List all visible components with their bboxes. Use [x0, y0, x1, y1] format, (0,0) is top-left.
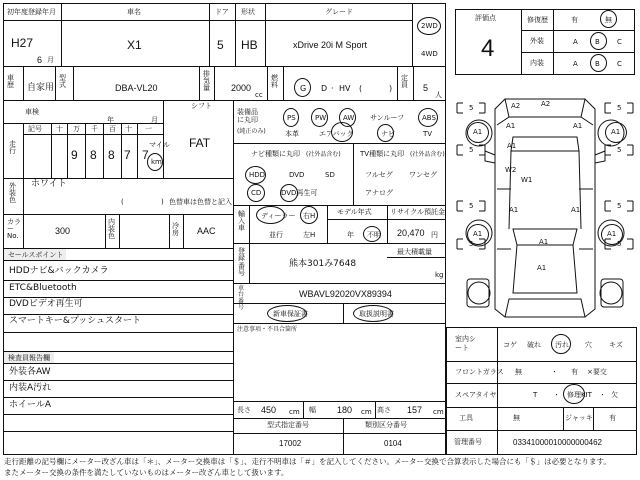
int-b: B: [595, 60, 600, 68]
width: 180: [337, 405, 353, 415]
manual: 取扱説明書: [359, 310, 394, 318]
doors: 5: [217, 38, 224, 52]
type-spec: 17002: [279, 439, 302, 448]
score-label: 評価点: [475, 14, 496, 22]
seat-tear: 破れ: [527, 341, 541, 349]
model-year-label: モデル年式: [337, 208, 372, 216]
mileage-digit: 8: [90, 148, 97, 162]
shape: HB: [241, 38, 258, 52]
windshield-dot: ・: [551, 368, 558, 376]
mileage-digit: 7: [124, 148, 131, 162]
color-label: 外装色: [9, 182, 16, 204]
damage-mark: A1: [571, 206, 581, 214]
tv-sub: (社外品含む): [410, 151, 445, 158]
windshield-label: フロントガラス: [455, 368, 504, 376]
damage-mark: A1: [509, 206, 519, 214]
equip-abs: ABS: [422, 114, 436, 122]
shift-label: シフト: [191, 102, 212, 110]
ext-a: A: [573, 38, 578, 46]
max-load-label: 最大積載量: [397, 248, 432, 256]
mgmt-value: 03341000010000000462: [513, 438, 602, 447]
sales-line: ETC&Bluetooth: [9, 283, 77, 293]
person-unit: 人: [435, 91, 442, 99]
damage-mark: W2: [505, 166, 517, 174]
nav-sd: SD: [325, 171, 335, 179]
bracket-number: 5: [617, 104, 622, 112]
inspector-line: 外装各AW: [9, 367, 51, 377]
displacement: 2000: [231, 83, 252, 93]
fuel-g-circle: [294, 78, 311, 97]
equip-pw: PW: [315, 114, 327, 122]
digit-head-3: 千: [91, 125, 98, 133]
reg-label: 登録番号: [238, 247, 245, 278]
ac-value: AAC: [197, 226, 216, 236]
int-label: 内装: [530, 59, 544, 67]
yen-unit: 円: [431, 231, 438, 239]
damage-mark: A1: [539, 238, 549, 246]
height: 157: [407, 405, 423, 415]
cc-unit: cc: [255, 91, 263, 99]
bracket-number: 5: [469, 146, 474, 154]
mileage-digit: 9: [71, 148, 78, 162]
equip-sunroof: サンルーフ: [370, 114, 405, 122]
footer-note-1: 走行距離の記号欄にメーター改ざん車は「＊」、メーター交換車は「＄」、走行不明車は「＃」を記入してください。メーター交換で合算表示した場合にも「＄」は必要となります。: [4, 457, 611, 466]
sales-line: DVDビデオ再生可: [9, 299, 83, 309]
damage-mark: W1: [521, 176, 533, 184]
nav-sub: (社外品含む): [306, 151, 341, 158]
seat-burn: コゲ: [503, 341, 517, 349]
tv-fullseg: フルセグ: [365, 171, 393, 179]
fuel-label: 燃料: [271, 74, 278, 89]
tv-analog: アナログ: [365, 189, 393, 197]
height-label: 高さ: [377, 406, 391, 414]
tv-title: TV種類に丸印: [360, 150, 405, 158]
history-label: 車歴: [7, 74, 14, 89]
spare-t: T: [533, 391, 538, 399]
displacement-label: 排気量: [203, 70, 210, 92]
model-year-unit: 年: [347, 231, 354, 239]
spare-label: スペアタイヤ: [455, 391, 497, 399]
ext-c: C: [617, 38, 622, 46]
seat-stain: 汚れ: [555, 341, 569, 349]
ext-b: B: [595, 38, 600, 46]
mileage-digit: 8: [108, 148, 115, 162]
spare-dot-2: ・: [599, 391, 606, 399]
nav-cd: CD: [251, 189, 262, 197]
damage-mark: A1: [611, 128, 621, 136]
import-label: 輸入車: [238, 210, 245, 232]
class-label: 類別区分番号: [365, 421, 407, 429]
equip-leather: 本革: [285, 130, 299, 138]
int-c: C: [617, 60, 622, 68]
inspection-sheet: [3, 3, 637, 455]
type-value: DBA-VL20: [115, 83, 158, 93]
recycle-value: 20,470: [397, 228, 425, 238]
damage-mark: A1: [607, 230, 617, 238]
import-dealer: ディーラー: [261, 212, 296, 220]
bracket-number: 5: [617, 202, 622, 210]
digit-head-1: 十: [56, 125, 63, 133]
type-label: 型式: [59, 74, 66, 89]
capacity-label: 定員: [401, 74, 408, 89]
mile-label: マイル: [149, 141, 170, 149]
mileage-digit: 7: [142, 148, 149, 162]
repair-label: 修復歴: [527, 16, 548, 24]
recycle-label: リサイクル預託金: [390, 208, 446, 216]
fuel-dot: ·: [331, 84, 334, 93]
fuel-hv: HV: [339, 84, 351, 93]
spare-kit: 修理KIT: [567, 391, 592, 399]
damage-mark: A1: [473, 230, 483, 238]
import-parallel: 並行: [269, 231, 283, 239]
fuel-paren-open: (: [359, 84, 363, 93]
history-value: 自家用: [27, 83, 55, 93]
windshield-replace: ×要交: [587, 368, 607, 376]
windshield-yes: 有: [571, 368, 578, 376]
color-note: 色替車は色替と記入: [169, 198, 232, 206]
sales-title: セールスポイント: [8, 251, 64, 259]
nav-hdd: HDD: [249, 171, 266, 179]
jack-value: 有: [609, 414, 616, 422]
seat-hole: 穴: [585, 341, 592, 349]
damage-mark: A2: [511, 102, 521, 110]
length-label: 長さ: [237, 406, 251, 414]
damage-mark: A1: [507, 142, 517, 150]
grade: xDrive 20i M Sport: [293, 40, 368, 50]
type-row: [3, 66, 446, 101]
first-reg-year: H27: [11, 36, 34, 50]
repair-no: 無: [605, 16, 612, 24]
fuel-d: D: [321, 84, 328, 93]
digit-head-4: 百: [109, 125, 116, 133]
km-circle: [147, 153, 163, 171]
bracket-number: 5: [469, 104, 474, 112]
equip-navi: ナビ: [381, 130, 395, 138]
color-paren-open: (: [121, 198, 124, 206]
bracket-number: 5: [617, 240, 622, 248]
damage-mark: A1: [573, 122, 583, 130]
hand-left: 左H: [303, 231, 316, 239]
inspector-line: ホイールA: [9, 400, 51, 410]
shaken-year-unit: 年: [107, 116, 114, 124]
drive-2wd: 2WD: [421, 22, 438, 30]
class-no: 0104: [384, 439, 402, 448]
digit-head-6: 一: [145, 125, 152, 133]
digit-head-2: 万: [73, 125, 80, 133]
first-reg-month: 6: [37, 55, 43, 65]
int-a: A: [573, 60, 578, 68]
color-value: ホワイト: [31, 179, 67, 189]
capacity: 5: [423, 83, 429, 93]
inspector-line: 内装A汚れ: [9, 383, 52, 393]
tools-label: 工具: [459, 414, 473, 422]
chassis-label: 車台番号: [238, 285, 245, 311]
damage-mark: A2: [541, 100, 551, 108]
width-label: 幅: [309, 406, 316, 414]
equip-tv: TV: [423, 130, 433, 138]
ext-label: 外装: [530, 37, 544, 45]
equip-aw: AW: [343, 114, 355, 122]
drive-4wd: 4WD: [421, 50, 438, 58]
type-spec-label: 型式指定番号: [267, 421, 309, 429]
equipment-sub-label: (純正のみ): [237, 128, 266, 135]
bracket-number: 5: [617, 146, 622, 154]
bracket-number: 5: [469, 240, 474, 248]
km-label: km: [151, 158, 162, 166]
width-unit: cm: [361, 408, 372, 416]
equip-ps: PS: [287, 114, 296, 122]
equip-airbag: エアバック: [319, 130, 354, 138]
model-name: X1: [127, 38, 142, 52]
shaken-label: 車検: [25, 108, 39, 116]
equipment-label: 装備品に丸印: [237, 108, 258, 124]
seat-scratch: キズ: [609, 341, 623, 349]
fuel-g: G: [300, 84, 307, 93]
tools-value: 無: [513, 414, 520, 422]
first-reg-label: 初年度登録年月: [7, 8, 56, 16]
doors-label: ドア: [215, 8, 229, 16]
new-warranty: 新車保証書: [273, 310, 308, 318]
repair-yes: 有: [571, 16, 578, 24]
score-value: 4: [481, 35, 495, 62]
month-unit: 月: [47, 56, 54, 64]
color-no: 300: [55, 226, 71, 236]
mileage-label: 走行: [9, 140, 16, 155]
windshield-none: 無: [515, 368, 522, 376]
ac-label: 冷房: [172, 222, 179, 237]
nav-dvd-play: DVD再生可: [281, 189, 318, 197]
color-paren-close: ): [161, 198, 164, 206]
fuel-paren-close: ): [389, 84, 393, 93]
seat-label: 室内シート: [455, 335, 476, 353]
shaken-month-unit: 月: [151, 116, 158, 124]
kg-unit: kg: [435, 271, 444, 279]
notes-label: 注意事項・不具合箇所: [237, 326, 298, 333]
digit-head-5: 十: [125, 125, 132, 133]
sales-line: HDDナビ&バックカメラ: [9, 266, 109, 276]
drive-2wd-circle: [417, 17, 441, 35]
grade-label: グレード: [325, 8, 353, 16]
damage-mark: A1: [473, 128, 483, 136]
interior-color-label: 内装色: [108, 218, 115, 240]
digit-head-0: 記号: [28, 125, 42, 133]
shift-value: FAT: [189, 136, 211, 150]
inspector-title: 検査員報告欄: [8, 354, 50, 362]
height-unit: cm: [433, 408, 444, 416]
footer-note-2: またメーター交換の条件を満たしていないものはメーター改ざん車として扱います。: [4, 468, 289, 477]
length: 450: [261, 405, 277, 415]
nav-dvd: DVD: [289, 171, 305, 179]
damage-mark: A1: [506, 122, 516, 130]
reg-number: 熊本301み7648: [289, 259, 357, 269]
tv-oneseg: ワンセグ: [409, 171, 437, 179]
mgmt-label: 管理番号: [454, 438, 482, 446]
damage-mark: A1: [537, 264, 547, 272]
color-no-label: カラーNo.: [7, 218, 21, 240]
model-year-unknown: 不明: [367, 231, 381, 239]
nav-title: ナビ種類に丸印: [251, 150, 300, 158]
length-unit: cm: [289, 408, 300, 416]
spare-dot-1: ・: [553, 391, 560, 399]
chassis: WBAVL92020VX89394: [299, 289, 392, 299]
sales-line: スマートキー&プッシュスタート: [9, 316, 142, 326]
shape-label: 形状: [241, 8, 255, 16]
hand-right: 右H: [303, 212, 316, 220]
model-name-label: 車名: [127, 8, 141, 16]
bracket-number: 5: [469, 202, 474, 210]
spare-missing: 欠: [611, 391, 618, 399]
jack-label: ジャッキ: [565, 414, 593, 422]
